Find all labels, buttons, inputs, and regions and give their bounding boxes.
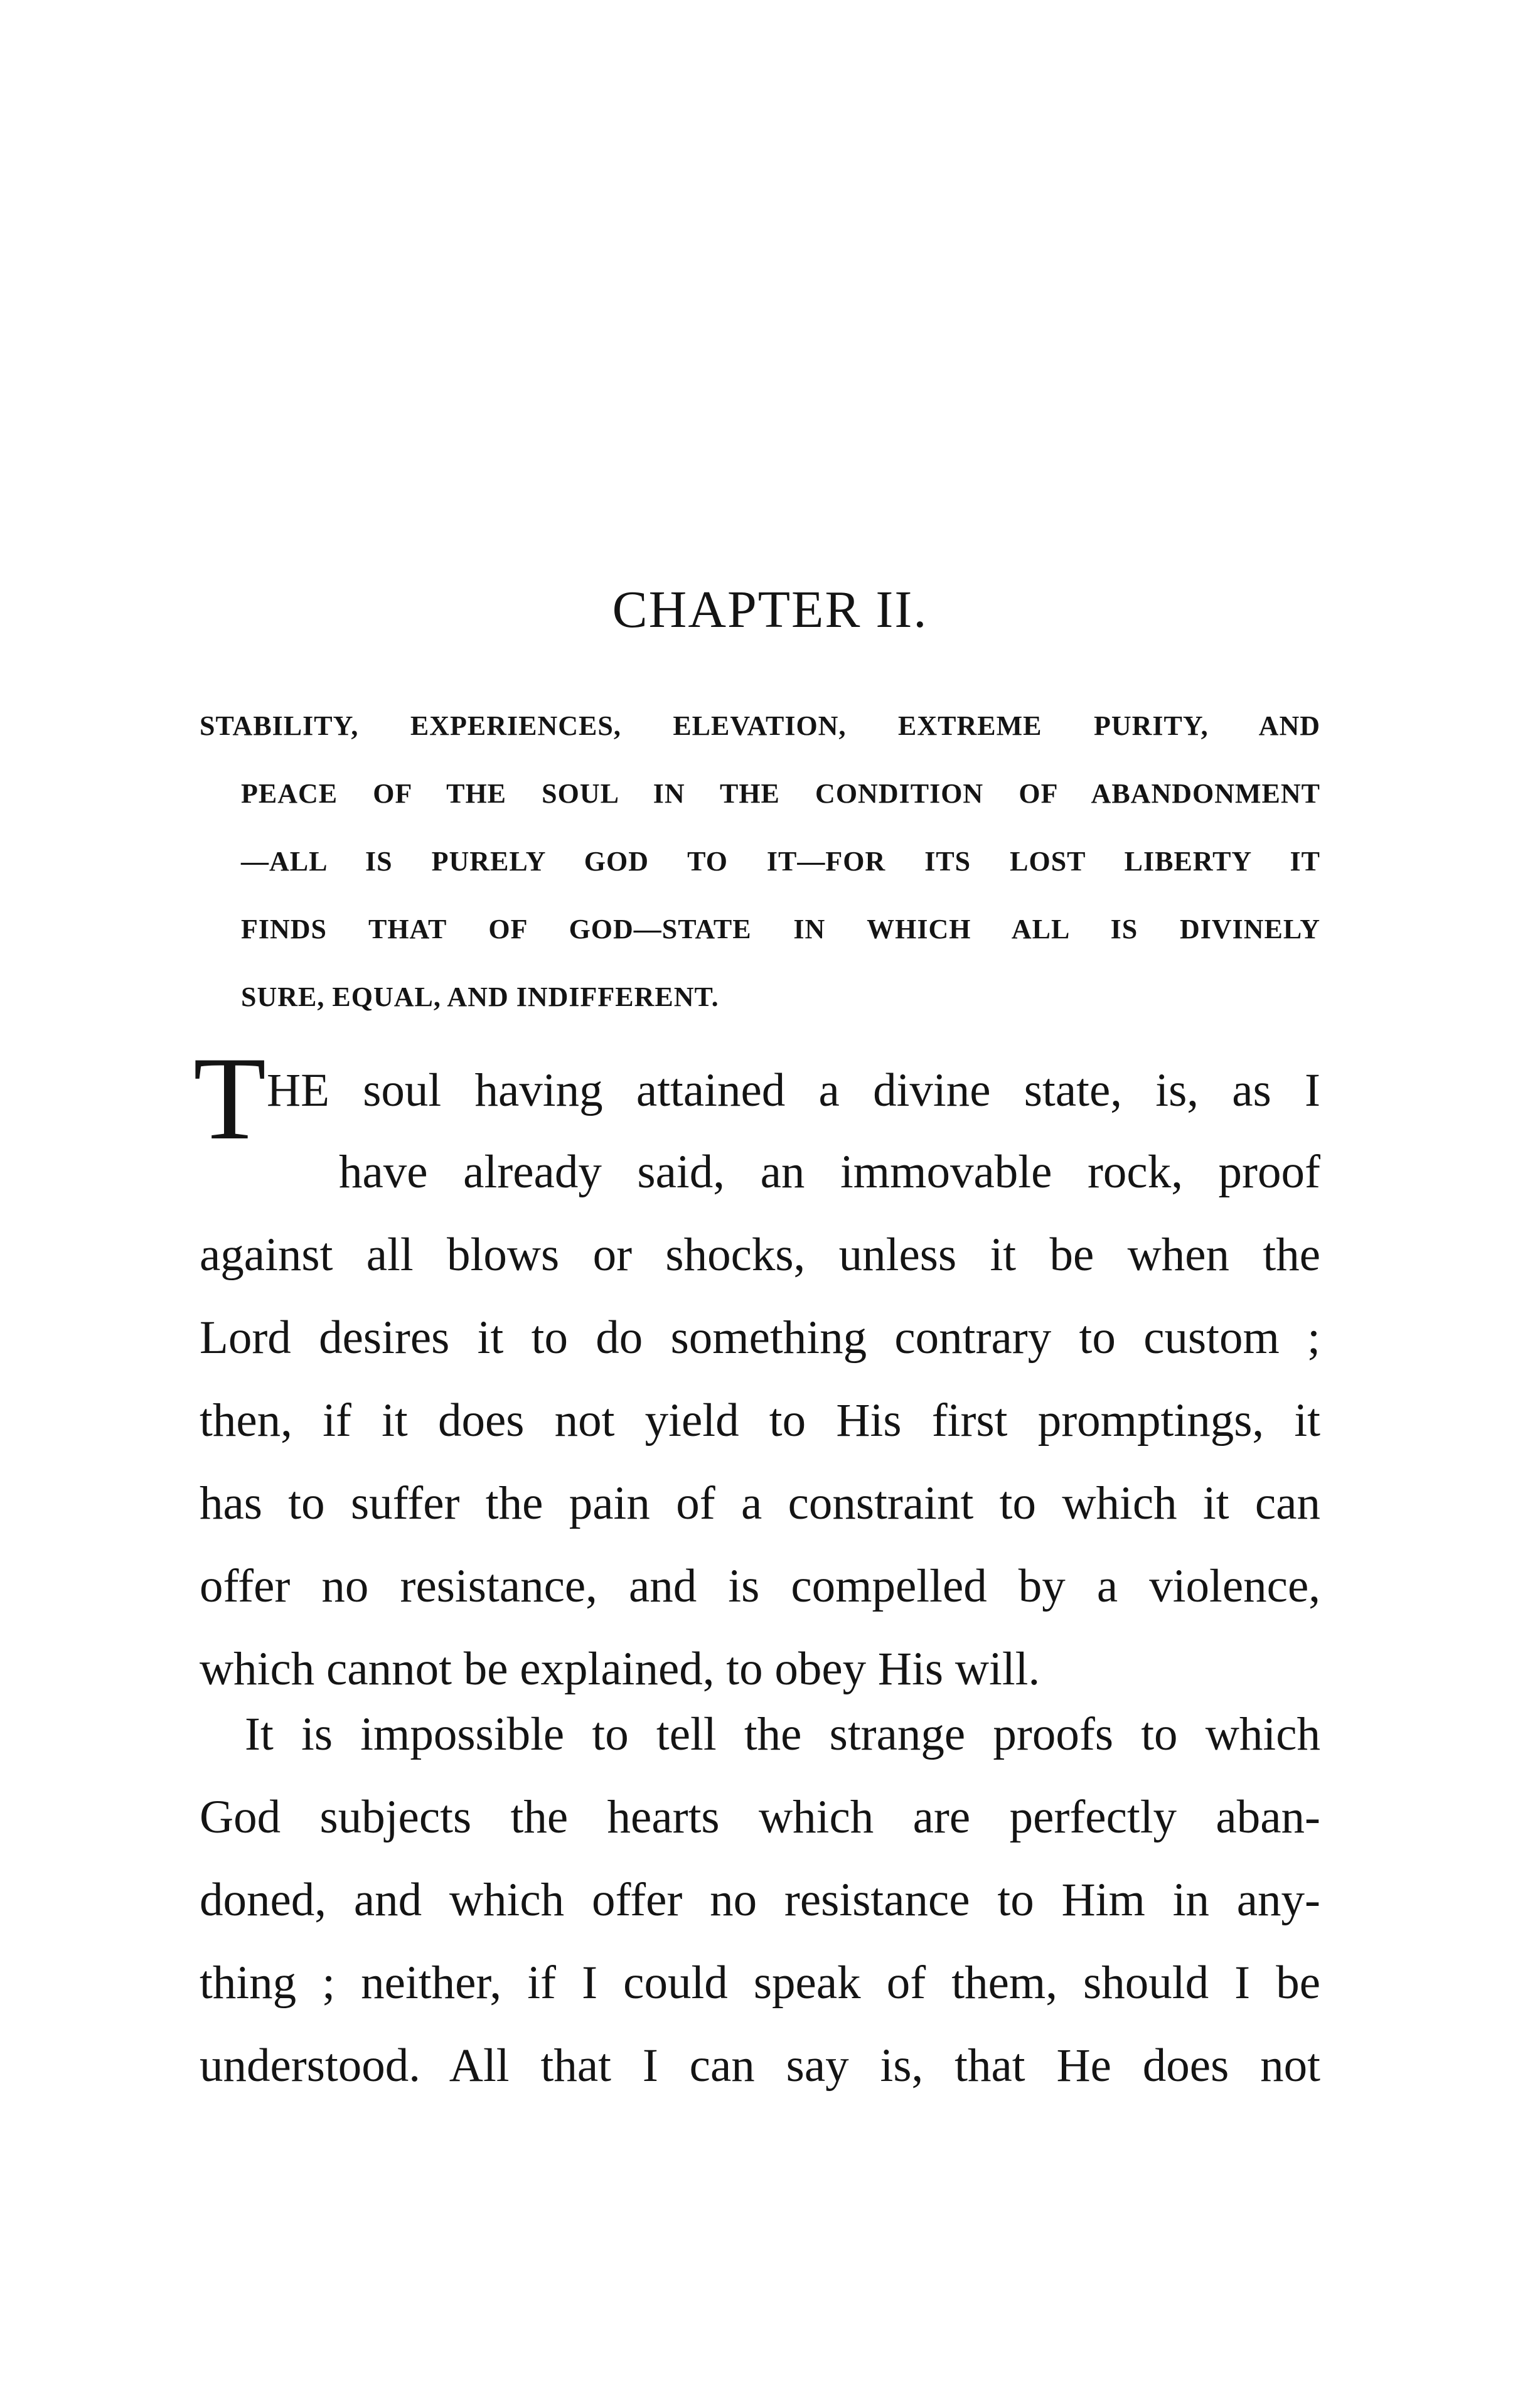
- text-line: God subjects the hearts which are perfectly aban-: [200, 1791, 1320, 1843]
- text-line: doned, and which offer no resistance to Him in any-: [200, 1874, 1320, 1926]
- text-line: It is impossible to tell the strange proofs to which: [245, 1708, 1320, 1760]
- text-line: thing ; neither, if I could speak of them, should I be: [200, 1957, 1320, 2009]
- summary-line: STABILITY, EXPERIENCES, ELEVATION, EXTREME PURITY, AND: [200, 710, 1320, 741]
- text-line: offer no resistance, and is compelled by a violence,: [200, 1560, 1320, 1612]
- drop-cap: T: [193, 1033, 267, 1165]
- summary-line: PEACE OF THE SOUL IN THE CONDITION OF ABANDONMENT: [241, 778, 1320, 809]
- text-line: have already said, an immovable rock, proof: [339, 1146, 1320, 1198]
- text-line: which cannot be explained, to obey His will.: [200, 1643, 1040, 1695]
- text-line: understood. All that I can say is, that He does not: [200, 2040, 1320, 2092]
- text-line: Lord desires it to do something contrary to custom ;: [200, 1312, 1320, 1364]
- paragraph-first-line: HE soul having attained a divine state, is, as I: [267, 1064, 1320, 1116]
- summary-line: SURE, EQUAL, AND INDIFFERENT.: [241, 982, 719, 1012]
- text-line: against all blows or shocks, unless it be when the: [200, 1229, 1320, 1281]
- chapter-title: CHAPTER II.: [612, 580, 928, 639]
- summary-line: FINDS THAT OF GOD—STATE IN WHICH ALL IS DIVINELY: [241, 914, 1320, 944]
- summary-line: —ALL IS PURELY GOD TO IT—FOR ITS LOST LIBERTY IT: [241, 846, 1320, 877]
- text-line: has to suffer the pain of a constraint to which it can: [200, 1477, 1320, 1529]
- text-line: then, if it does not yield to His first promptings, it: [200, 1394, 1320, 1447]
